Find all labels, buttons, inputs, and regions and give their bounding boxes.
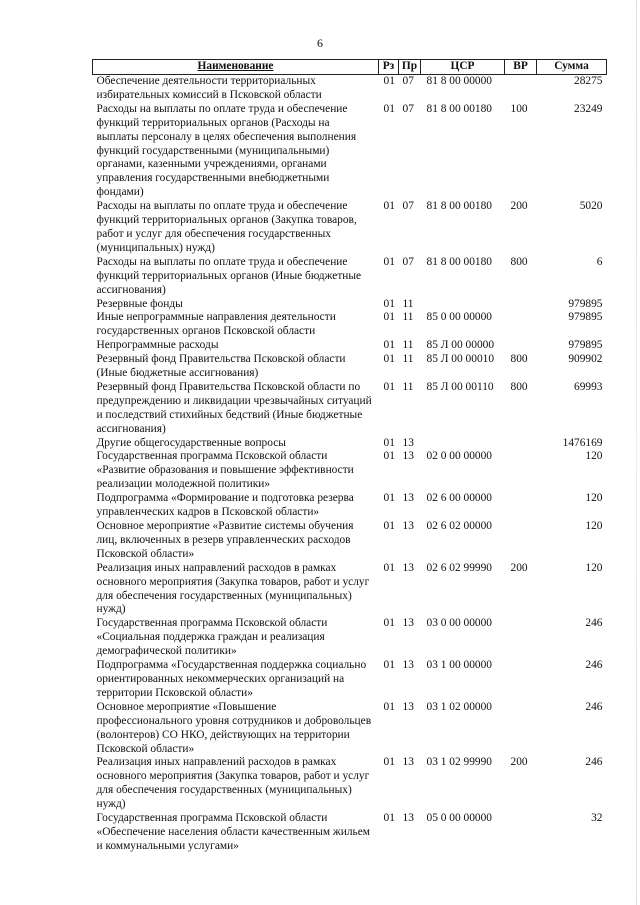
row-csr: 02 6 02 99990 <box>426 561 492 574</box>
row-vr <box>505 701 537 757</box>
row-rz: 01 <box>383 339 395 352</box>
row-sum: 5020 <box>579 200 603 213</box>
row-pr: 13 <box>402 561 414 574</box>
row-vr <box>505 311 537 339</box>
row-rz: 01 <box>383 520 395 532</box>
row-name: Государственная программа Псковской области «Обеспечение населения области качественным жильем и коммунальными услугами» <box>96 812 370 852</box>
row-sum: 979895 <box>568 297 603 310</box>
row-vr: 200 <box>510 756 528 769</box>
row-rz: 01 <box>383 380 395 393</box>
row-pr: 13 <box>402 617 414 630</box>
row-rz: 01 <box>383 659 395 672</box>
row-csr: 85 0 00 00000 <box>426 311 492 324</box>
row-rz: 01 <box>383 102 395 115</box>
row-rz: 01 <box>383 200 395 213</box>
row-name: Государственная программа Псковской области «Развитие образования и повышение эффективности реализации молодежной политики» <box>96 450 354 491</box>
row-sum: 1476169 <box>562 436 603 449</box>
row-pr: 13 <box>402 756 414 769</box>
table-row <box>93 437 607 451</box>
row-pr: 13 <box>402 659 414 672</box>
table-row <box>93 617 607 659</box>
row-name: Основное мероприятие «Повышение профессионального уровня сотрудников и добровольцев (волонтеров) СО НКО, действующих на территории Псковской области» <box>96 700 372 755</box>
row-rz: 01 <box>383 756 395 769</box>
row-csr: 81 8 00 00180 <box>426 255 492 268</box>
row-sum: 246 <box>585 617 603 630</box>
table-row <box>93 103 607 200</box>
table-row <box>93 562 607 618</box>
row-sum: 246 <box>585 756 603 769</box>
table-row <box>93 75 607 103</box>
row-pr: 11 <box>402 380 414 393</box>
row-csr: 03 0 00 00000 <box>426 617 492 630</box>
row-rz: 01 <box>383 311 395 324</box>
row-name: Обеспечение деятельности территориальных избирательных комиссий в Псковской области <box>96 75 322 101</box>
row-vr: 200 <box>510 200 528 213</box>
row-rz: 01 <box>383 255 395 268</box>
row-sum: 28275 <box>574 75 603 87</box>
row-vr: 100 <box>510 102 528 115</box>
row-pr: 07 <box>402 255 414 268</box>
header-sum: Сумма <box>537 60 607 75</box>
table-row <box>93 450 607 492</box>
row-csr: 81 8 00 00180 <box>426 102 492 115</box>
table-row <box>93 659 607 701</box>
scan-edge <box>636 0 637 905</box>
row-pr: 13 <box>402 492 414 505</box>
table-row <box>93 311 607 339</box>
row-vr: 800 <box>510 380 528 393</box>
header-rz: Рз <box>379 60 399 75</box>
row-rz: 01 <box>383 297 395 310</box>
row-pr: 11 <box>402 297 414 310</box>
row-csr: 03 1 02 00000 <box>426 700 492 713</box>
row-csr: 02 6 02 00000 <box>426 520 492 532</box>
row-vr: 200 <box>510 561 528 574</box>
row-sum: 32 <box>591 812 603 825</box>
budget-table <box>92 59 607 854</box>
row-csr: 85 Л 00 00010 <box>426 353 495 366</box>
row-rz: 01 <box>383 450 395 463</box>
row-sum: 979895 <box>568 311 603 324</box>
row-rz: 01 <box>383 492 395 505</box>
row-csr: 02 0 00 00000 <box>426 450 492 463</box>
row-pr: 11 <box>402 353 414 366</box>
row-sum: 246 <box>585 700 603 713</box>
row-csr: 81 8 00 00180 <box>426 200 492 213</box>
row-sum: 120 <box>585 520 603 532</box>
page-number: 6 <box>317 36 323 50</box>
row-sum: 120 <box>585 492 603 505</box>
row-sum: 979895 <box>568 339 603 352</box>
row-pr: 07 <box>402 102 414 115</box>
row-vr <box>505 659 537 701</box>
row-vr <box>505 298 537 312</box>
row-rz: 01 <box>383 353 395 366</box>
table-row <box>93 492 607 520</box>
row-name: Непрограммные расходы <box>96 339 219 352</box>
table-header-row <box>93 60 607 75</box>
row-name: Реализация иных направлений расходов в рамках основного мероприятия (Закупка товаров, работ и услуг для обеспечения государственных (муниципальных) нужд) <box>96 756 370 811</box>
table-row <box>93 381 607 437</box>
table-row <box>93 701 607 757</box>
row-sum: 23249 <box>574 102 603 115</box>
row-sum: 909902 <box>568 353 603 366</box>
row-pr: 13 <box>402 812 414 825</box>
row-rz: 01 <box>383 75 395 87</box>
row-sum: 120 <box>585 561 603 574</box>
row-pr: 13 <box>402 450 414 463</box>
row-sum: 246 <box>585 659 603 672</box>
row-rz: 01 <box>383 700 395 713</box>
row-pr: 13 <box>402 436 414 449</box>
row-pr: 13 <box>402 520 414 532</box>
table-row <box>93 200 607 256</box>
header-csr: ЦСР <box>421 60 505 75</box>
row-sum: 69993 <box>574 380 603 393</box>
row-csr: 02 6 00 00000 <box>426 492 492 505</box>
row-name: Резервный фонд Правительства Псковской области (Иные бюджетные ассигнования) <box>96 353 346 380</box>
table-body <box>93 75 607 854</box>
row-vr <box>505 339 537 353</box>
row-csr: 85 Л 00 00000 <box>426 339 495 352</box>
row-vr <box>505 617 537 659</box>
row-name: Другие общегосударственные вопросы <box>96 436 286 449</box>
row-vr <box>505 450 537 492</box>
row-pr: 13 <box>402 700 414 713</box>
row-sum: 120 <box>585 450 603 463</box>
table-row <box>93 520 607 562</box>
row-csr: 85 Л 00 00110 <box>426 380 494 393</box>
row-sum: 6 <box>596 255 603 268</box>
row-vr <box>505 75 537 103</box>
table-row <box>93 298 607 312</box>
row-name: Расходы на выплаты по оплате труда и обеспечение функций территориальных органов (Закупка товаров, работ и услуг для обеспечения государственных (муниципальных) нужд) <box>96 200 357 254</box>
table-row <box>93 756 607 812</box>
row-vr <box>505 437 537 451</box>
row-name: Резервный фонд Правительства Псковской области по предупреждению и ликвидации чрезвычайных ситуаций и последствий стихийных бедствий (Иные бюджетные ассигнования) <box>96 380 372 435</box>
row-pr: 11 <box>402 311 414 324</box>
row-csr <box>421 298 505 312</box>
row-name: Реализация иных направлений расходов в рамках основного мероприятия (Закупка товаров, работ и услуг для обеспечения государственных (муниципальных) нужд) <box>96 561 370 616</box>
table-row <box>93 256 607 298</box>
row-rz: 01 <box>383 436 395 449</box>
row-name: Расходы на выплаты по оплате труда и обеспечение функций территориальных органов (Иные бюджетные ассигнования) <box>96 255 362 296</box>
row-name: Основное мероприятие «Развитие системы обучения лиц, включенных в резерв управленческих расходов Псковской области» <box>96 520 354 560</box>
row-name: Резервные фонды <box>96 297 183 310</box>
row-vr: 800 <box>510 353 528 366</box>
row-csr <box>421 437 505 451</box>
row-csr: 05 0 00 00000 <box>426 812 492 825</box>
row-pr: 11 <box>402 339 414 352</box>
row-rz: 01 <box>383 617 395 630</box>
row-csr: 81 8 00 00000 <box>426 75 492 87</box>
row-vr <box>505 492 537 520</box>
row-rz: 01 <box>383 561 395 574</box>
row-vr: 800 <box>510 255 528 268</box>
row-pr: 07 <box>402 200 414 213</box>
row-rz: 01 <box>383 812 395 825</box>
row-vr <box>505 812 537 854</box>
row-name: Расходы на выплаты по оплате труда и обеспечение функций территориальных органов (Расходы на выплаты персоналу в целях обеспечения выполнения функций государственными (муниципальными) органами, казенными учреждениями, органами управления государственными внебюджетными фондами) <box>96 102 357 199</box>
row-name: Подпрограмма «Формирование и подготовка резерва управленческих кадров в Псковской области» <box>96 492 354 519</box>
header-pr: Пр <box>399 60 421 75</box>
row-name: Подпрограмма «Государственная поддержка социально ориентированных некоммерческих организаций на территории Псковской области» <box>96 659 367 699</box>
row-csr: 03 1 00 00000 <box>426 659 492 672</box>
table-row <box>93 353 607 381</box>
row-name: Иные непрограммные направления деятельности государственных органов Псковской области <box>96 311 336 338</box>
row-name: Государственная программа Псковской области «Социальная поддержка граждан и реализация демографической политики» <box>96 617 328 658</box>
table-row <box>93 339 607 353</box>
row-vr <box>505 520 537 562</box>
table-row <box>93 812 607 854</box>
row-pr: 07 <box>402 75 414 87</box>
row-csr: 03 1 02 99990 <box>426 756 492 769</box>
header-name: Наименование <box>93 60 379 75</box>
header-vr: ВР <box>505 60 537 75</box>
